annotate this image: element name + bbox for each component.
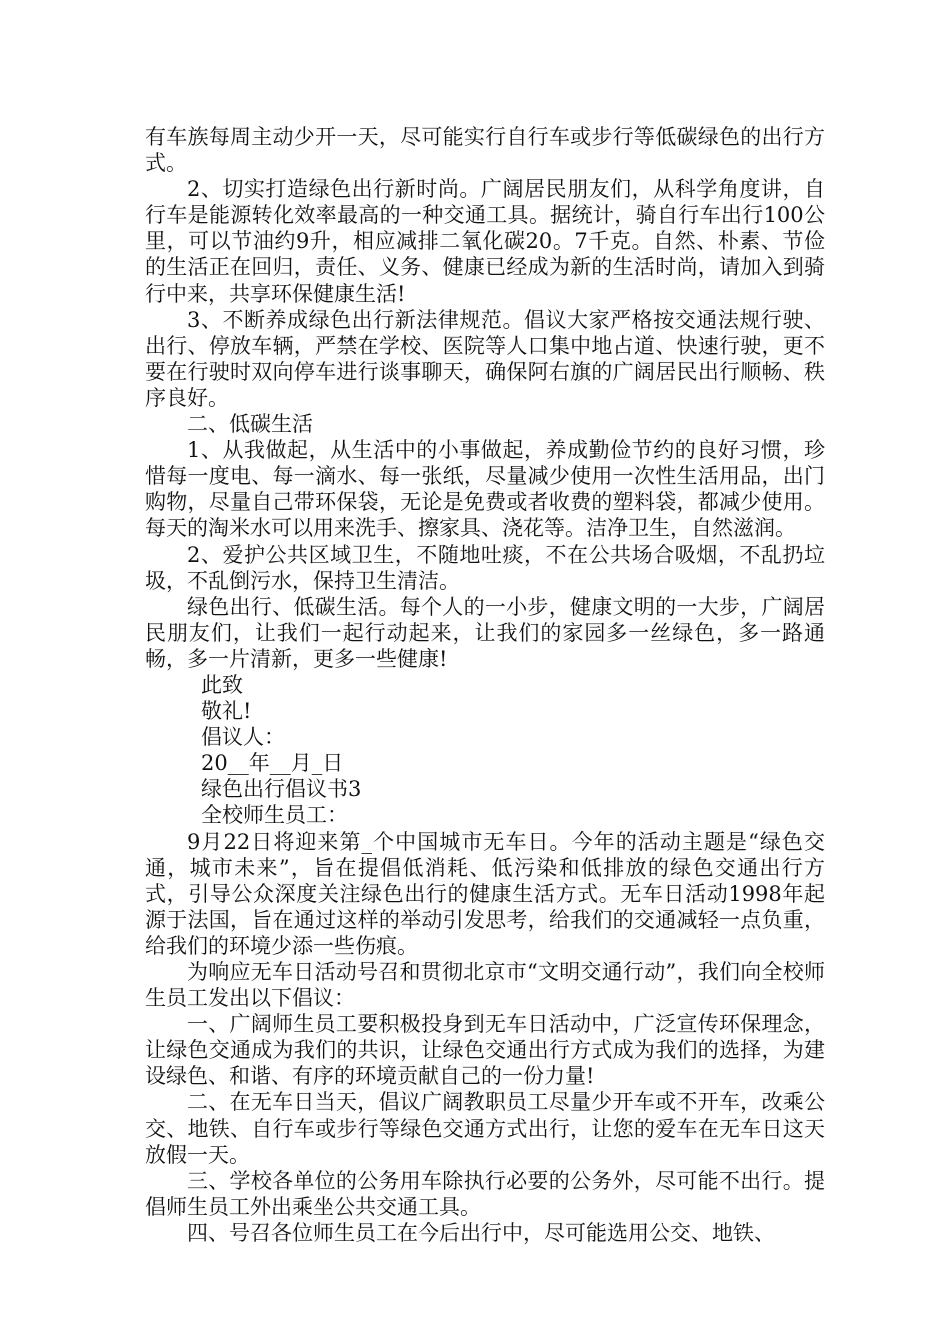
paragraph: 为响应无车日活动号召和贯彻北京市“文明交通行动”，我们向全校师生员工发出以下倡议： <box>145 960 825 1011</box>
date-line: 20__年__月_日 <box>201 751 344 776</box>
paragraph: 1、从我做起，从生活中的小事做起，养成勤俭节约的良好习惯，珍惜每一度电、每一滴水、每一张纸，尽量减少使用一次性生活用品，出门购物，尽量自己带环保袋，无论是免费或者收费的塑料袋，都减少使用。每天的淘米水可以用来洗手、擦家具、浇花等。洁净卫生，自然滋润。 <box>145 438 825 541</box>
paragraph: 一、广阔师生员工要积极投身到无车日活动中，广泛宣传环保理念，让绿色交通成为我们的共识，让绿色交通出行方式成为我们的选择，为建设绿色、和谐、有序的环境贡献自己的一份力量! <box>145 1012 825 1089</box>
paragraph: 9月22日将迎来第_个中国城市无车日。今年的活动主题是“绿色交通，城市未来”，旨在提倡低消耗、低污染和低排放的绿色交通出行方式，引导公众深度关注绿色出行的健康生活方式。无车日活动1998年起源于法国，旨在通过这样的举动引发思考，给我们的交通减轻一点负重，给我们的环境少添一些伤痕。 <box>145 829 825 958</box>
signature-line: 倡议人： <box>201 725 285 750</box>
paragraph: 二、在无车日当天，倡议广阔教职员工尽量少开车或不开车，改乘公交、地铁、自行车或步行等绿色交通方式出行，让您的爱车在无车日这天放假一天。 <box>145 1090 825 1167</box>
section-heading: 二、低碳生活 <box>187 412 313 437</box>
paragraph: 3、不断养成绿色出行新法律规范。倡议大家严格按交通法规行驶、出行、停放车辆，严禁在学校、医院等人口集中地占道、快速行驶，更不要在行驶时双向停车进行谈事聊天，确保阿右旗的广阔居民出行顺畅、秩序良好。 <box>145 307 825 410</box>
salutation: 全校师生员工： <box>201 803 348 828</box>
document-title: 绿色出行倡议书3 <box>201 777 362 802</box>
paragraph: 有车族每周主动少开一天，尽可能实行自行车或步行等低碳绿色的出行方式。 <box>145 125 825 176</box>
paragraph: 三、学校各单位的公务用车除执行必要的公务外，尽可能不出行。提倡师生员工外出乘坐公共交通工具。 <box>145 1168 825 1219</box>
closing-line: 敬礼! <box>201 699 252 724</box>
paragraph: 四、号召各位师生员工在今后出行中，尽可能选用公交、地铁、 <box>187 1220 775 1245</box>
paragraph: 2、爱护公共区域卫生，不随地吐痰，不在公共场合吸烟，不乱扔垃圾，不乱倒污水，保持卫生清洁。 <box>145 542 825 593</box>
closing-line: 此致 <box>201 672 243 697</box>
paragraph: 2、切实打造绿色出行新时尚。广阔居民朋友们，从科学角度讲，自行车是能源转化效率最高的一种交通工具。据统计，骑自行车出行100公里，可以节油约9升，相应减排二氧化碳20。7千克。自然、朴素、节俭的生活正在回归，责任、义务、健康已经成为新的生活时尚，请加入到骑行中来，共享环保健康生活! <box>145 177 825 306</box>
document-page <box>145 124 825 1246</box>
paragraph: 绿色出行、低碳生活。每个人的一小步，健康文明的一大步，广阔居民朋友们，让我们一起行动起来，让我们的家园多一丝绿色，多一路通畅，多一片清新，更多一些健康! <box>145 594 825 671</box>
